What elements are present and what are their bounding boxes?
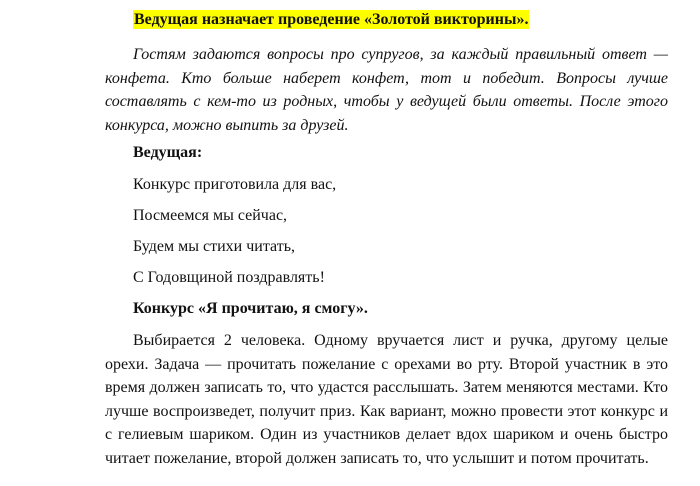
contest-description-paragraph: Выбирается 2 человека. Одному вручается лист и ручка, другому целые орехи. Задача — прочитать пожелание с орехами во рту. Второй участник в это время должен записать то, что удастся расслышать. Затем меняются местами. Кто лучше воспроизведет, получит приз. Как вариант, можно провести этот конкурс и с гелиевым шариком. Один из участников делает вдох шариком и очень быстро читает пожелание, второй должен записать то, что услышит и потом прочитать. — [105, 332, 668, 467]
verse-line-2: Посмеемся мы сейчас, — [133, 207, 288, 224]
quiz-description-paragraph: Гостям задаются вопросы про супругов, за каждый правильный ответ — конфета. Кто больше наберет конфет, тот и победит. Вопросы лучше составлять с кем-то из родных, чтобы у ведущей были ответы. После этого конкурса, можно выпить за друзей. — [105, 46, 668, 134]
verse-line-4: С Годовщиной поздравлять! — [133, 269, 325, 286]
verse-line-1: Конкурс приготовила для вас, — [133, 176, 337, 193]
verse-line-3: Будем мы стихи читать, — [133, 238, 296, 255]
quiz-heading — [133, 9, 529, 31]
host-label: Ведущая: — [133, 144, 203, 161]
contest-title: Конкурс «Я прочитаю, я смогу». — [133, 300, 368, 317]
highlighted-quiz-heading: Ведущая назначает проведение «Золотой викторины». — [134, 11, 529, 28]
